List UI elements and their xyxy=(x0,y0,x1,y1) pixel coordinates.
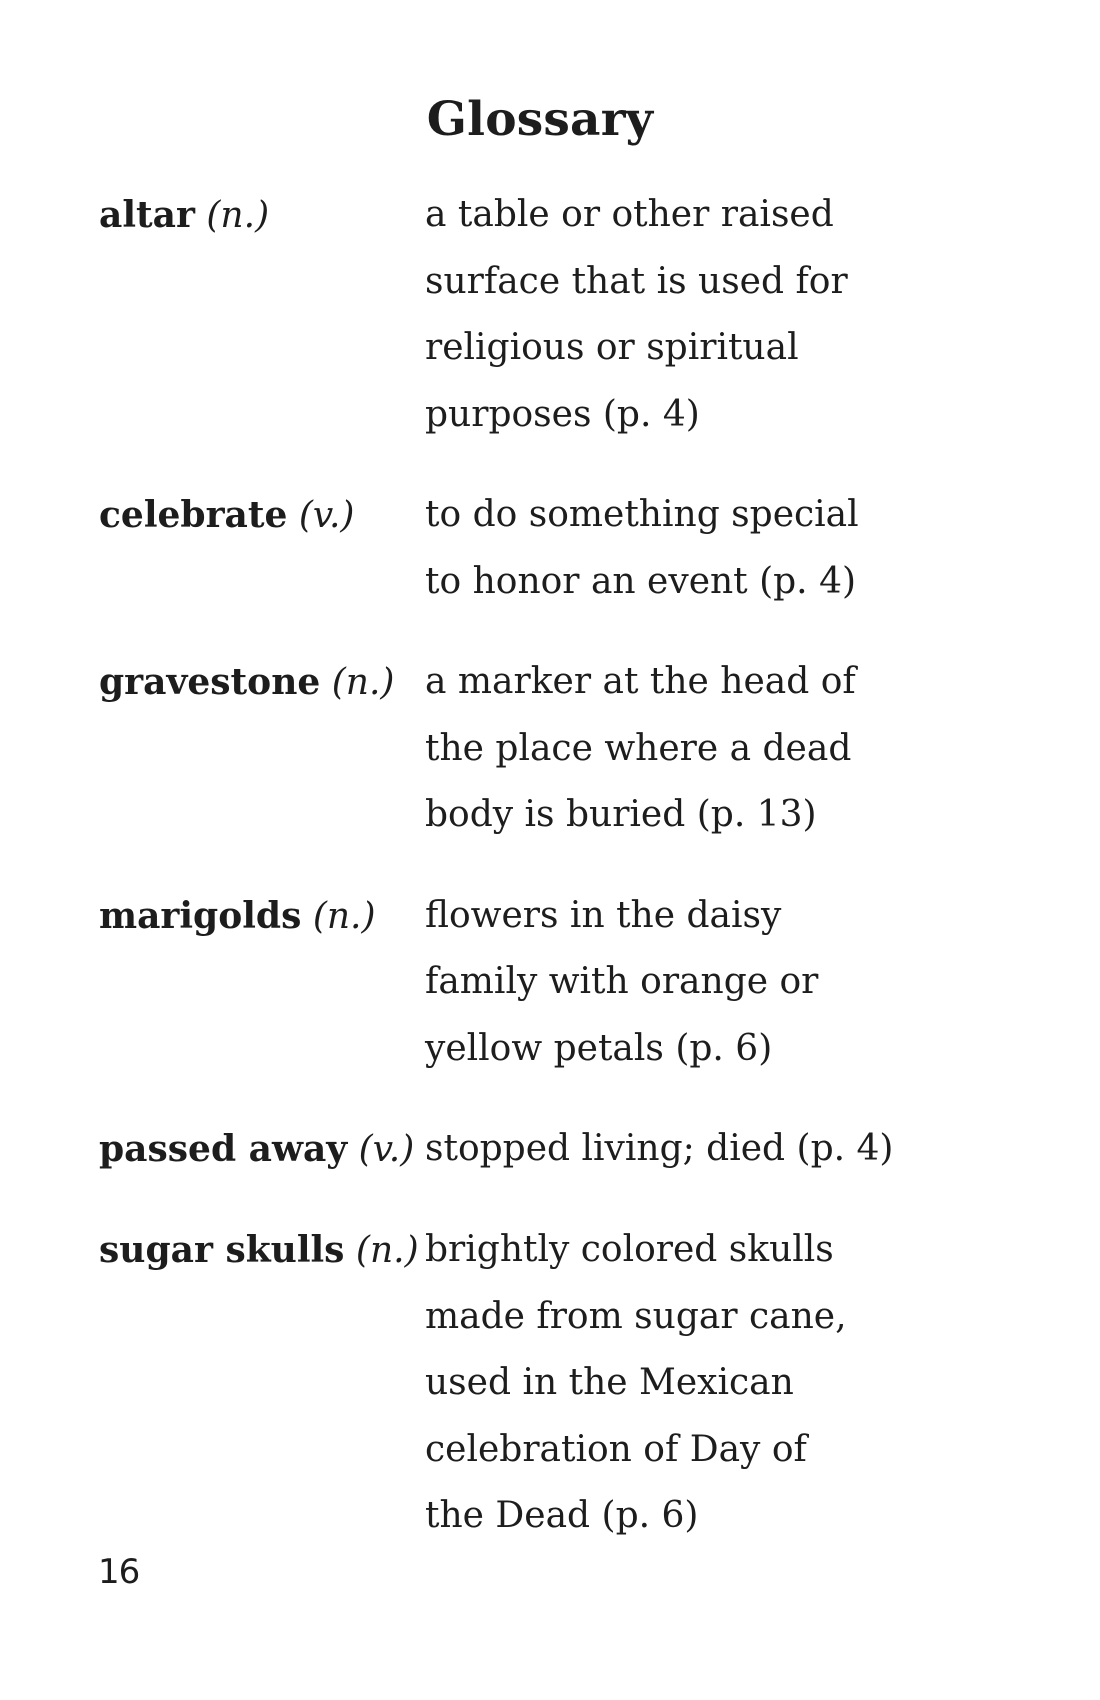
term-definition: a table or other raised surface that is used for religious or spiritual purposes (p. 4) xyxy=(425,194,848,435)
term-label xyxy=(99,1217,425,1550)
term-word: passed away xyxy=(99,1128,348,1170)
term-label xyxy=(99,649,425,849)
part-of-speech: (v.) xyxy=(298,495,355,536)
term-word: sugar skulls xyxy=(99,1229,345,1271)
part-of-speech: (v.) xyxy=(358,1129,415,1170)
term-definition: to do something special to honor an event (p. 4) xyxy=(425,494,859,602)
part-of-speech: (n.) xyxy=(206,195,270,236)
page-title: Glossary xyxy=(426,92,654,147)
term-definition: a marker at the head of the place where a dead body is buried (p. 13) xyxy=(425,661,856,835)
glossary-entry-altar xyxy=(99,182,999,448)
term-word: altar xyxy=(99,194,195,236)
term-word: marigolds xyxy=(99,894,302,937)
term-label xyxy=(99,883,425,1083)
glossary-entry-celebrate xyxy=(99,482,999,615)
part-of-speech: (n.) xyxy=(312,895,376,937)
term-label xyxy=(99,182,425,448)
term-label xyxy=(99,482,425,615)
term-word: celebrate xyxy=(99,494,288,536)
part-of-speech: (n.) xyxy=(331,662,395,703)
term-definition: flowers in the daisy family with orange or yellow petals (p. 6) xyxy=(425,894,819,1069)
glossary-list xyxy=(99,182,999,1584)
glossary-entry-gravestone xyxy=(99,649,999,849)
part-of-speech: (n.) xyxy=(355,1230,419,1271)
term-definition: stopped living; died (p. 4) xyxy=(425,1128,894,1169)
glossary-entry-marigolds xyxy=(99,883,999,1083)
term-label xyxy=(99,1116,425,1183)
term-word: gravestone xyxy=(99,661,321,703)
term-definition: brightly colored skulls made from sugar cane, used in the Mexican celebration of Day of the Dead (p. 6) xyxy=(425,1229,847,1536)
glossary-entry-sugar-skulls xyxy=(99,1217,999,1550)
page-number: 16 xyxy=(98,1552,140,1592)
glossary-entry-passed-away xyxy=(99,1116,999,1183)
